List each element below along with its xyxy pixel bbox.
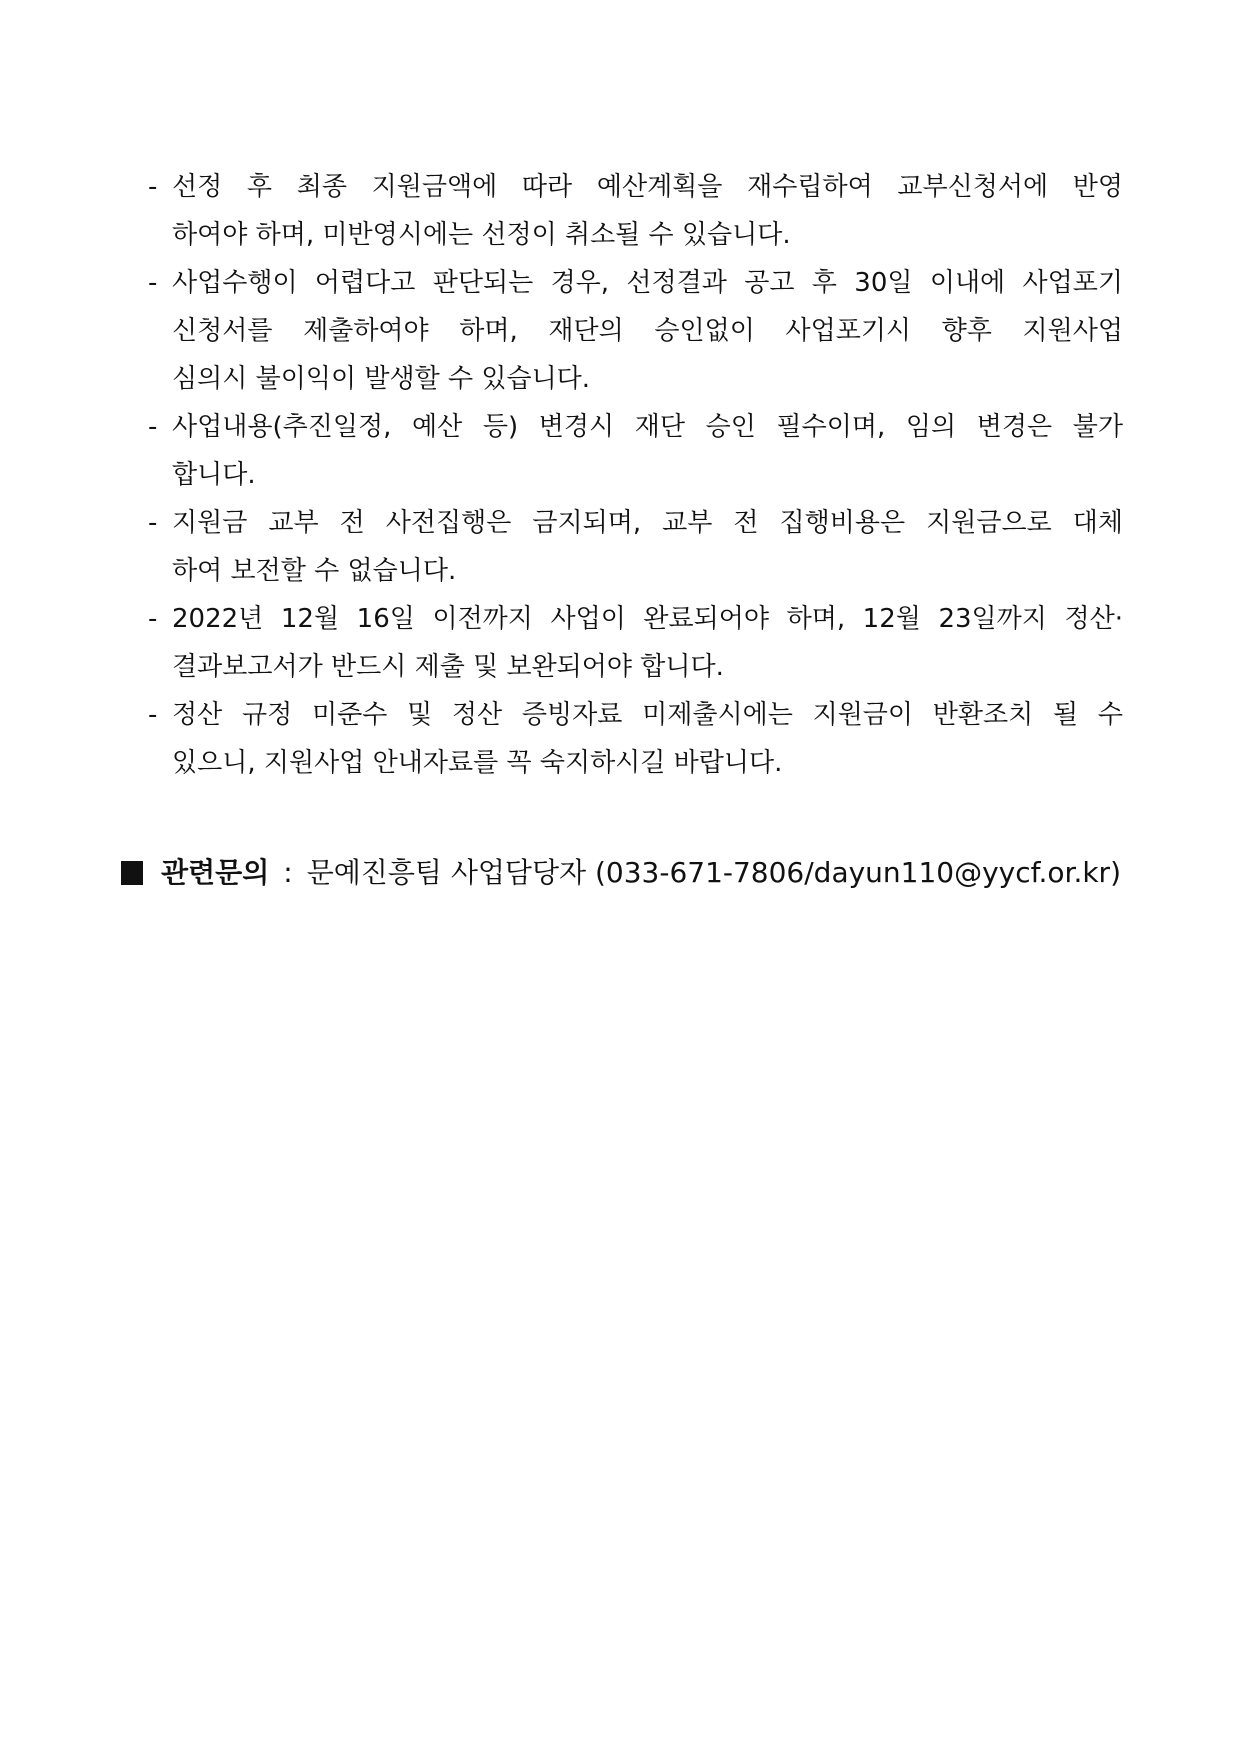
notice-line: 결과보고서가 반드시 제출 및 보완되어야 합니다. [172,652,724,682]
notice-list [148,163,1123,787]
notice-line: 사업수행이 어렵다고 판단되는 경우, 선정결과 공고 후 30일 이내에 사업포기 [172,268,1123,298]
notice-line: 선정 후 최종 지원금액에 따라 예산계획을 재수립하여 교부신청서에 반영 [172,172,1123,202]
notice-line: 있으니, 지원사업 안내자료를 꼭 숙지하시길 바랍니다. [172,748,783,778]
notice-line: 사업내용(추진일정, 예산 등) 변경시 재단 승인 필수이며, 임의 변경은 불가 [172,412,1123,442]
notice-line: 하여 보전할 수 없습니다. [172,556,457,586]
notice-item [148,499,1123,595]
notice-item [148,259,1123,403]
notice-line: 2022년 12월 16일 이전까지 사업이 완료되어야 하며, 12월 23일까지 정산· [172,604,1123,634]
notice-item [148,691,1123,787]
notice-line: 지원금 교부 전 사전집행은 금지되며, 교부 전 집행비용은 지원금으로 대체 [172,508,1123,538]
notice-bullet: - [148,508,158,538]
square-bullet-icon [121,861,143,885]
contact-title: 관련문의 [161,856,270,889]
contact-detail: 문예진흥팀 사업담당자 (033-671-7806/dayun110@yycf.or.kr) [306,856,1121,889]
notice-bullet: - [148,700,158,730]
notice-line: 신청서를 제출하여야 하며, 재단의 승인없이 사업포기시 향후 지원사업 [172,316,1123,346]
notice-line: 정산 규정 미준수 및 정산 증빙자료 미제출시에는 지원금이 반환조치 될 수 [172,700,1123,730]
notice-line: 합니다. [172,460,256,490]
notice-bullet: - [148,412,158,442]
notice-bullet: - [148,604,158,634]
notice-item [148,163,1123,259]
notice-line: 심의시 불이익이 발생할 수 있습니다. [172,364,591,394]
notice-item [148,595,1123,691]
contact-info [121,849,1121,897]
notice-item [148,403,1123,499]
notice-line: 하여야 하며, 미반영시에는 선정이 취소될 수 있습니다. [172,220,791,250]
notice-bullet: - [148,172,158,202]
contact-separator: : [283,856,293,889]
notice-bullet: - [148,268,158,298]
